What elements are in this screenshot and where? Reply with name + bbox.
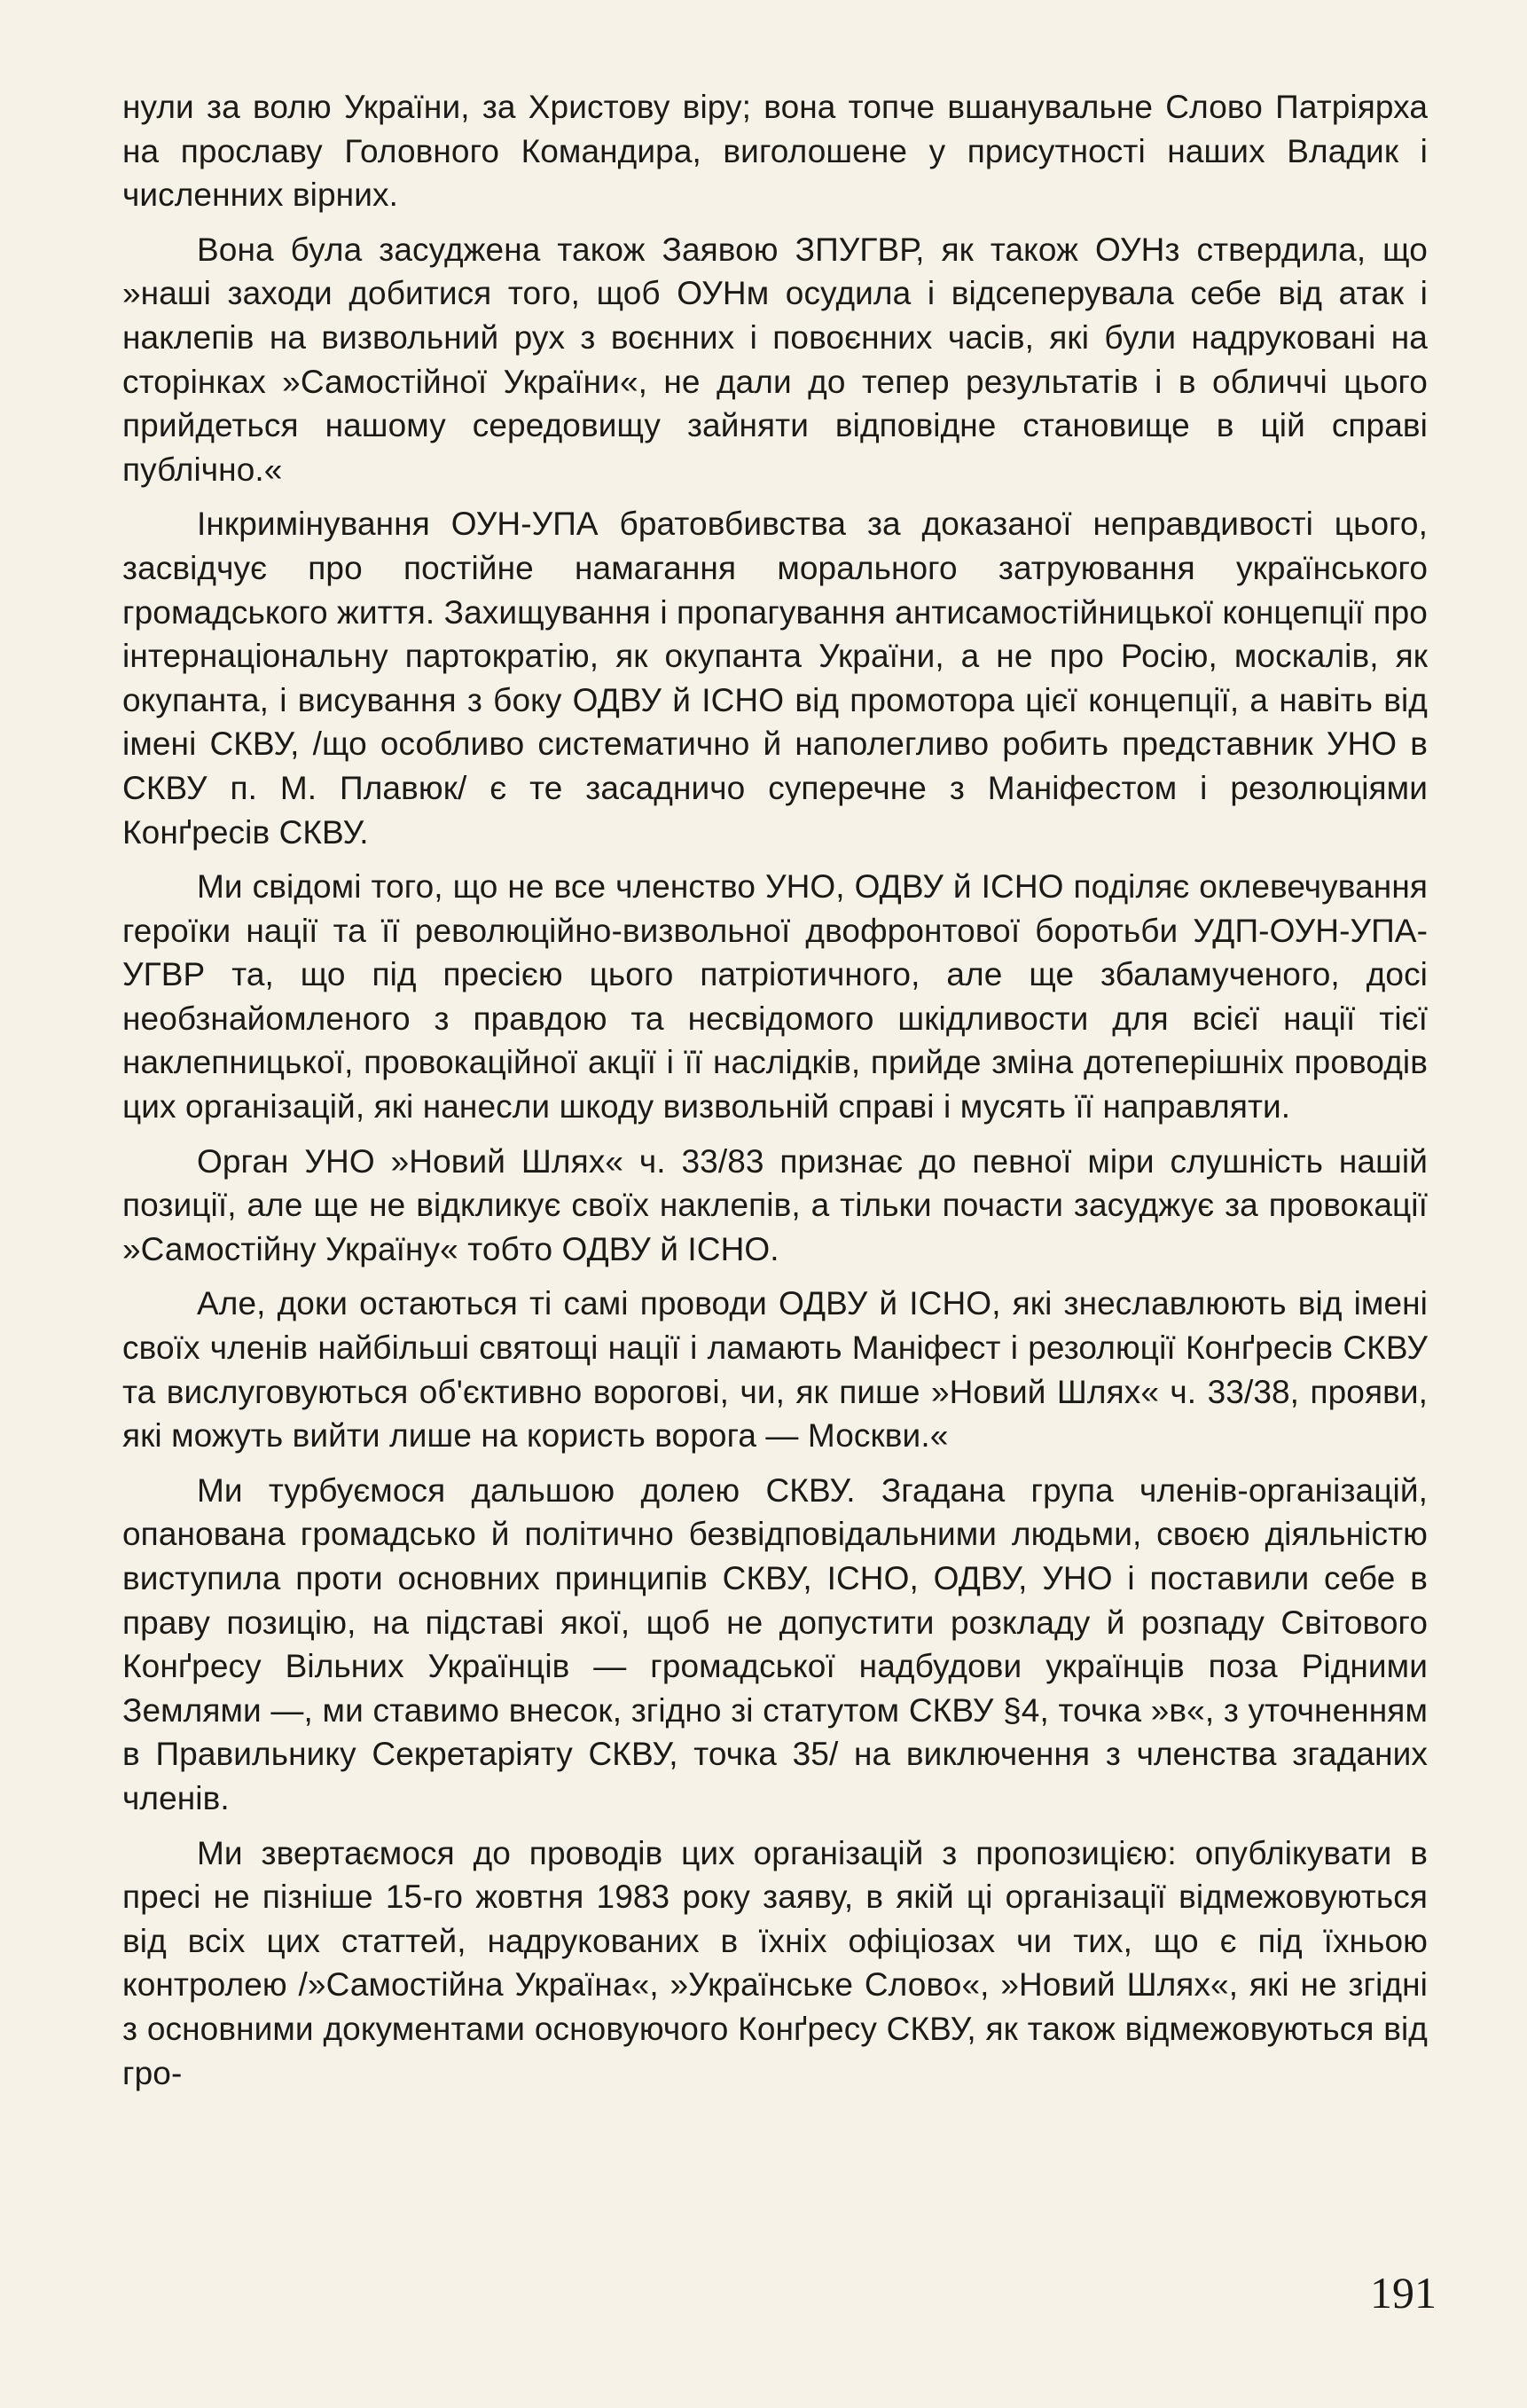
paragraph-7: Ми турбуємося дальшою долею СКВУ. Згадана група членів-організацій, опанована громадсько й політично безвідповідальними людьми, своєю діяльністю виступила проти основних принципів СКВУ, ІСНО, ОДВУ, УНО і поставили себе в праву позицію, на підставі якої, щоб не допустити розкладу й розпаду Світового Конґресу Вільних Українців — громадської надбудови українців поза Рідними Землями —, ми ставимо внесок, згідно зі статутом СКВУ §4, точка »в«, з уточненням в Правильнику Секретаріяту СКВУ, точка 35/ на виключення з членства згаданих членів. <box>122 1471 1428 1816</box>
paragraph-2: Вона була засуджена також Заявою ЗПУГВР, як також ОУНз ствердила, що »наші заходи добитися того, щоб ОУНм осудила і відсеперувала себе від атак і наклепів на визвольний рух з воєнних і повоєнних часів, які були надруковані на сторінках »Самостійної України«, не дали до тепер результатів і в обличчі цього прийдеться нашому середовищу зайняти відповідне становище в цій справі публічно.« <box>122 231 1428 488</box>
paragraph-5: Орган УНО »Новий Шлях« ч. 33/83 признає до певної міри слушність нашій позиції, але ще не відкликує своїх наклепів, а тільки почасти засуджує за провокації »Самостійну Україну« тобто ОДВУ й ІСНО. <box>122 1142 1428 1267</box>
body-text <box>122 85 1428 2095</box>
page-number: 191 <box>1370 2268 1437 2318</box>
paragraph-4: Ми свідомі того, що не все членство УНО, ОДВУ й ІСНО поділяє оклевечування героїки нації та її революційно-визвольної двофронтової боротьби УДП-ОУН-УПА-УГВР та, що під пресією цього патріотичного, але ще збаламученого, досі необзнайомленого з правдою та несвідомого шкідливости для всієї нації тієї наклепницької, провокаційної акції і її наслідків, прийде зміна дотеперішніх проводів цих організацій, які нанесли шкоду визвольній справі і мусять її направляти. <box>122 868 1428 1126</box>
paragraph-8: Ми звертаємося до проводів цих організацій з пропозицією: опублікувати в пресі не пізніше 15-го жовтня 1983 року заяву, в якій ці організації відмежовуються від всіх цих статтей, надрукованих в їхніх офіціозах чи тих, що є під їхньою контролею /»Самостійна Україна«, »Українське Слово«, »Новий Шлях«, які не згідні з основними документами основуючого Конґресу СКВУ, як також відмежовуються від гро- <box>122 1834 1428 2091</box>
paragraph-6: Але, доки остаються ті самі проводи ОДВУ й ІСНО, які знеславлюють від імені своїх членів найбільші святощі нації і ламають Маніфест і резолюції Конґресів СКВУ та вислуговуються об'єктивно ворогові, чи, як пише »Новий Шлях« ч. 33/38, прояви, які можуть вийти лише на користь ворога — Москви.« <box>122 1285 1428 1455</box>
paragraph-1: нули за волю України, за Христову віру; вона топче вшанувальне Слово Патріярха на прославу Головного Командира, виголошене у присутності наших Владик і численних вірних. <box>122 89 1428 214</box>
paragraph-3: Інкримінування ОУН-УПА братовбивства за доказаної неправдивості цього, засвідчує про постійне намагання морального затруювання українського громадського життя. Захищування і пропагування антисамостійницької концепції про інтернаціональну партократію, як окупанта України, а не про Росію, москалів, як окупанта, і висування з боку ОДВУ й ІСНО від промотора цієї концепції, а навіть від імені СКВУ, /що особливо систематично й наполегливо робить представник УНО в СКВУ п. М. Плавюк/ є те засадничо суперечне з Маніфестом і резолюціями Конґресів СКВУ. <box>122 506 1428 851</box>
